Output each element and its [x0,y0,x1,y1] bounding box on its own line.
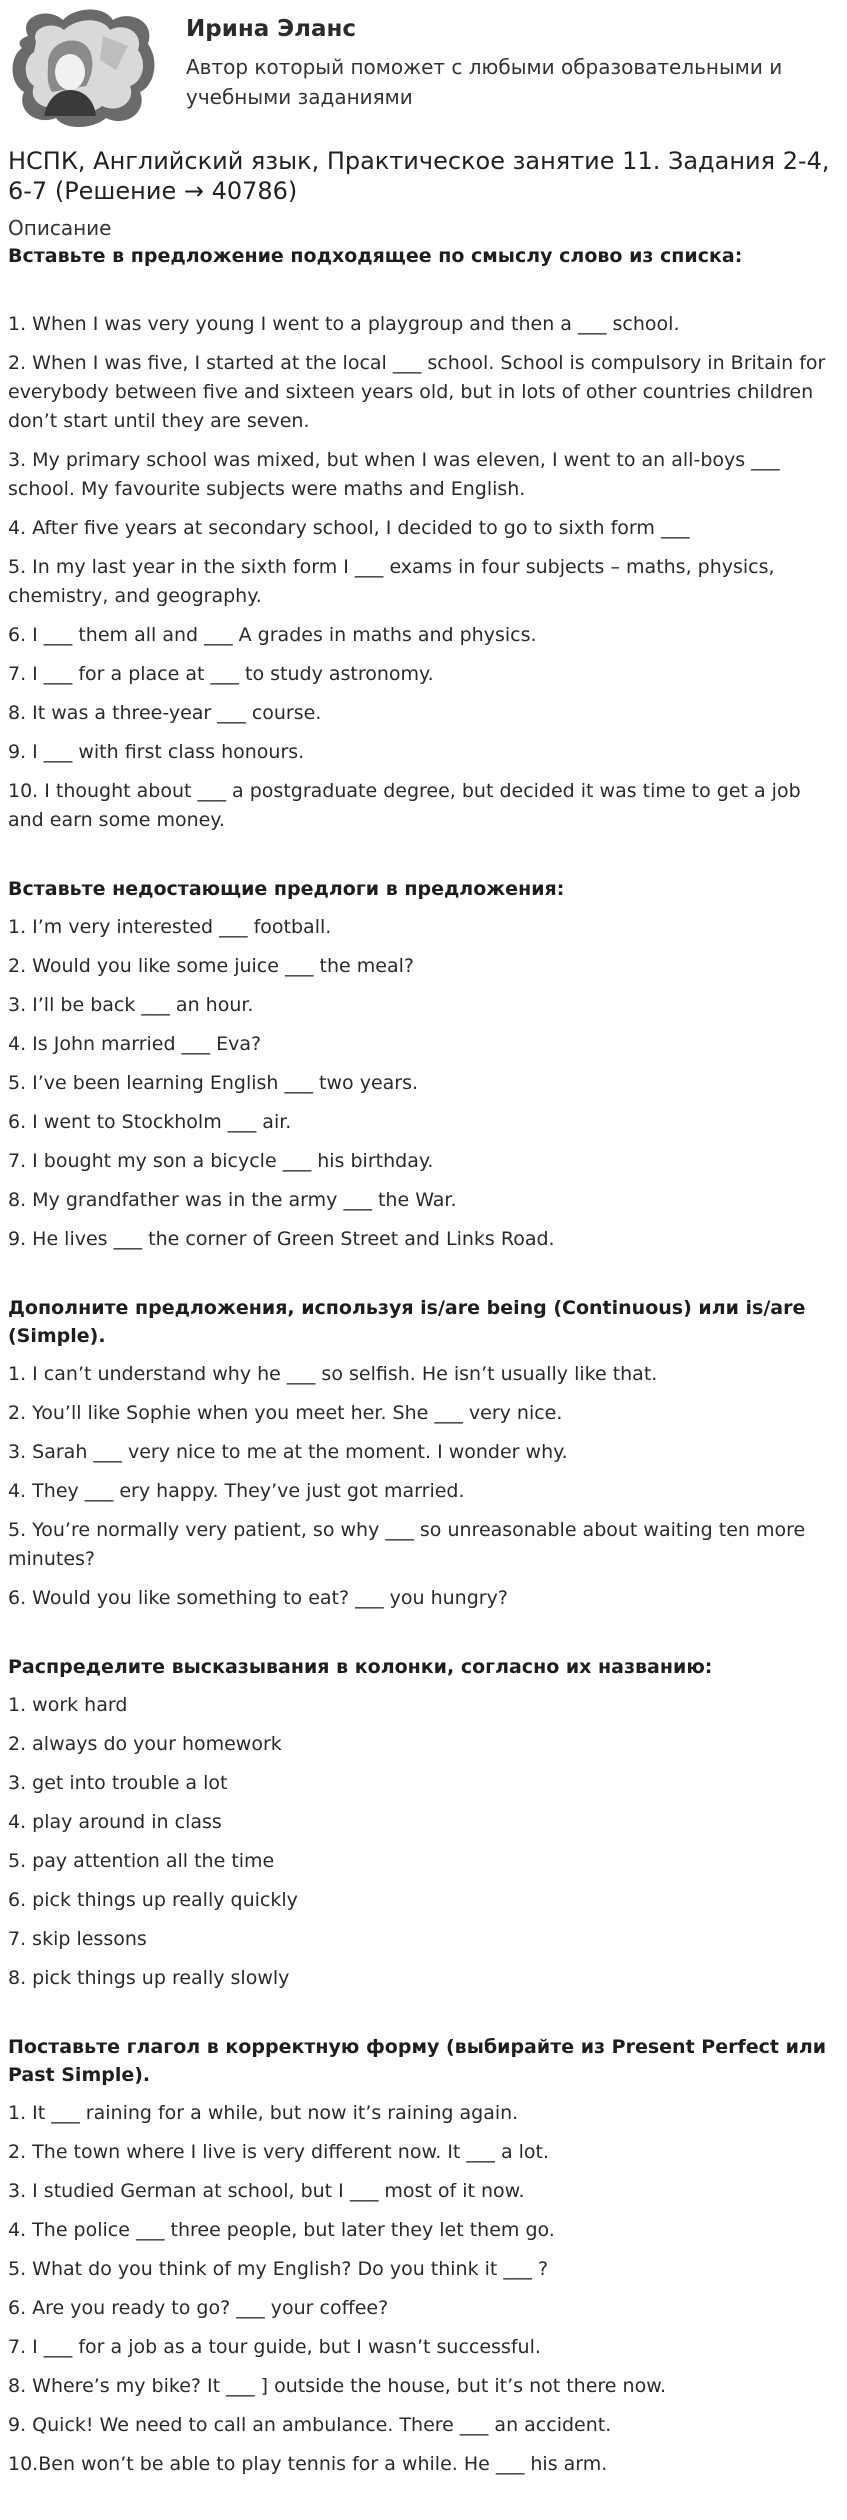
section-heading: Распределите высказывания в колонки, согласно их названию: [8,1656,713,1678]
author-name[interactable]: Ирина Эланс [186,16,357,42]
task-section-1 [8,242,839,835]
section-items [8,310,839,835]
section-items [8,913,839,1254]
author-description: Автор который поможет с любыми образовательными и учебными заданиями [186,55,783,109]
list-item: 6. pick things up really quickly [8,1889,298,1911]
list-item: 7. I ___ for a place at ___ to study astronomy. [8,663,434,685]
list-item: 6. I went to Stockholm ___ air. [8,1111,292,1133]
list-item: 3. My primary school was mixed, but when I was eleven, I went to an all-boys ___ school. My favourite subjects were maths and English. [8,449,780,500]
list-item: 1. It ___ raining for a while, but now it’s raining again. [8,2102,519,2124]
list-item: 3. I’ll be back ___ an hour. [8,994,254,1016]
section-heading: Вставьте недостающие предлоги в предложения: [8,878,565,900]
list-item: 4. Is John married ___ Eva? [8,1033,262,1055]
list-item: 10. I thought about ___ a postgraduate degree, but decided it was time to get a job and earn some money. [8,780,801,831]
list-item: 1. work hard [8,1694,128,1716]
list-item: 9. Quick! We need to call an ambulance. There ___ an accident. [8,2414,612,2436]
list-item: 5. What do you think of my English? Do you think it ___ ? [8,2258,549,2280]
page-title: НСПК, Английский язык, Практическое занятие 11. Задания 2-4, 6-7 (Решение → 40786) [8,147,830,205]
list-item: 2. You’ll like Sophie when you meet her. She ___ very nice. [8,1402,563,1424]
list-item: 6. Would you like something to eat? ___ you hungry? [8,1587,508,1609]
task-section-3 [8,1294,839,1613]
list-item: 4. After five years at secondary school, I decided to go to sixth form ___ [8,517,690,539]
list-item: 2. Would you like some juice ___ the meal? [8,955,414,977]
list-item: 7. I bought my son a bicycle ___ his birthday. [8,1150,434,1172]
list-item: 8. Where’s my bike? It ___ ] outside the house, but it’s not there now. [8,2375,667,2397]
list-item: 3. I studied German at school, but I ___ most of it now. [8,2180,525,2202]
list-item: 6. Are you ready to go? ___ your coffee? [8,2297,389,2319]
list-item: 2. always do your homework [8,1733,282,1755]
list-item: 4. The police ___ three people, but later they let them go. [8,2219,555,2241]
list-item: 1. When I was very young I went to a playgroup and then a ___ school. [8,313,680,335]
list-item: 2. When I was five, I started at the local ___ school. School is compulsory in Britain for everybody between five and sixteen years old, but in lots of other countries children don’t start until they are seven. [8,352,826,432]
list-item: 4. They ___ ery happy. They’ve just got married. [8,1480,465,1502]
list-item: 5. pay attention all the time [8,1850,275,1872]
list-item: 2. The town where I live is very different now. It ___ a lot. [8,2141,550,2163]
list-item: 10.Ben won’t be able to play tennis for a while. He ___ his arm. [8,2453,608,2475]
section-items [8,2099,839,2479]
list-item: 5. You’re normally very patient, so why ___ so unreasonable about waiting ten more minutes? [8,1519,806,1570]
task-section-5 [8,2033,839,2479]
list-item: 5. I’ve been learning English ___ two years. [8,1072,419,1094]
task-section-2 [8,875,839,1254]
section-heading: Вставьте в предложение подходящее по смыслу слово из списка: [8,245,743,267]
task-section-4 [8,1653,839,1993]
description-label: Описание [8,216,112,240]
list-item: 1. I can’t understand why he ___ so selfish. He isn’t usually like that. [8,1363,658,1385]
list-item: 8. pick things up really slowly [8,1967,290,1989]
avatar-face [55,54,85,90]
list-item: 8. It was a three-year ___ course. [8,702,322,724]
list-item: 8. My grandfather was in the army ___ the War. [8,1189,457,1211]
list-item: 5. In my last year in the sixth form I ___ exams in four subjects – maths, physics, chemistry, and geography. [8,556,775,607]
list-item: 3. get into trouble a lot [8,1772,228,1794]
list-item: 4. play around in class [8,1811,222,1833]
list-item: 3. Sarah ___ very nice to me at the moment. I wonder why. [8,1441,568,1463]
section-heading: Дополните предложения, используя is/are being (Continuous) или is/are (Simple). [8,1297,806,1347]
section-items [8,1360,839,1613]
list-item: 7. I ___ for a job as a tour guide, but I wasn’t successful. [8,2336,541,2358]
list-item: 9. He lives ___ the corner of Green Street and Links Road. [8,1228,555,1250]
list-item: 1. I’m very interested ___ football. [8,916,332,938]
task-sections [8,242,839,2479]
section-items [8,1691,839,1993]
section-heading: Поставьте глагол в корректную форму (выбирайте из Present Perfect или Past Simple). [8,2036,827,2086]
author-avatar[interactable] [8,6,158,128]
list-item: 7. skip lessons [8,1928,147,1950]
list-item: 9. I ___ with first class honours. [8,741,305,763]
author-card [8,6,839,128]
list-item: 6. I ___ them all and ___ A grades in maths and physics. [8,624,537,646]
